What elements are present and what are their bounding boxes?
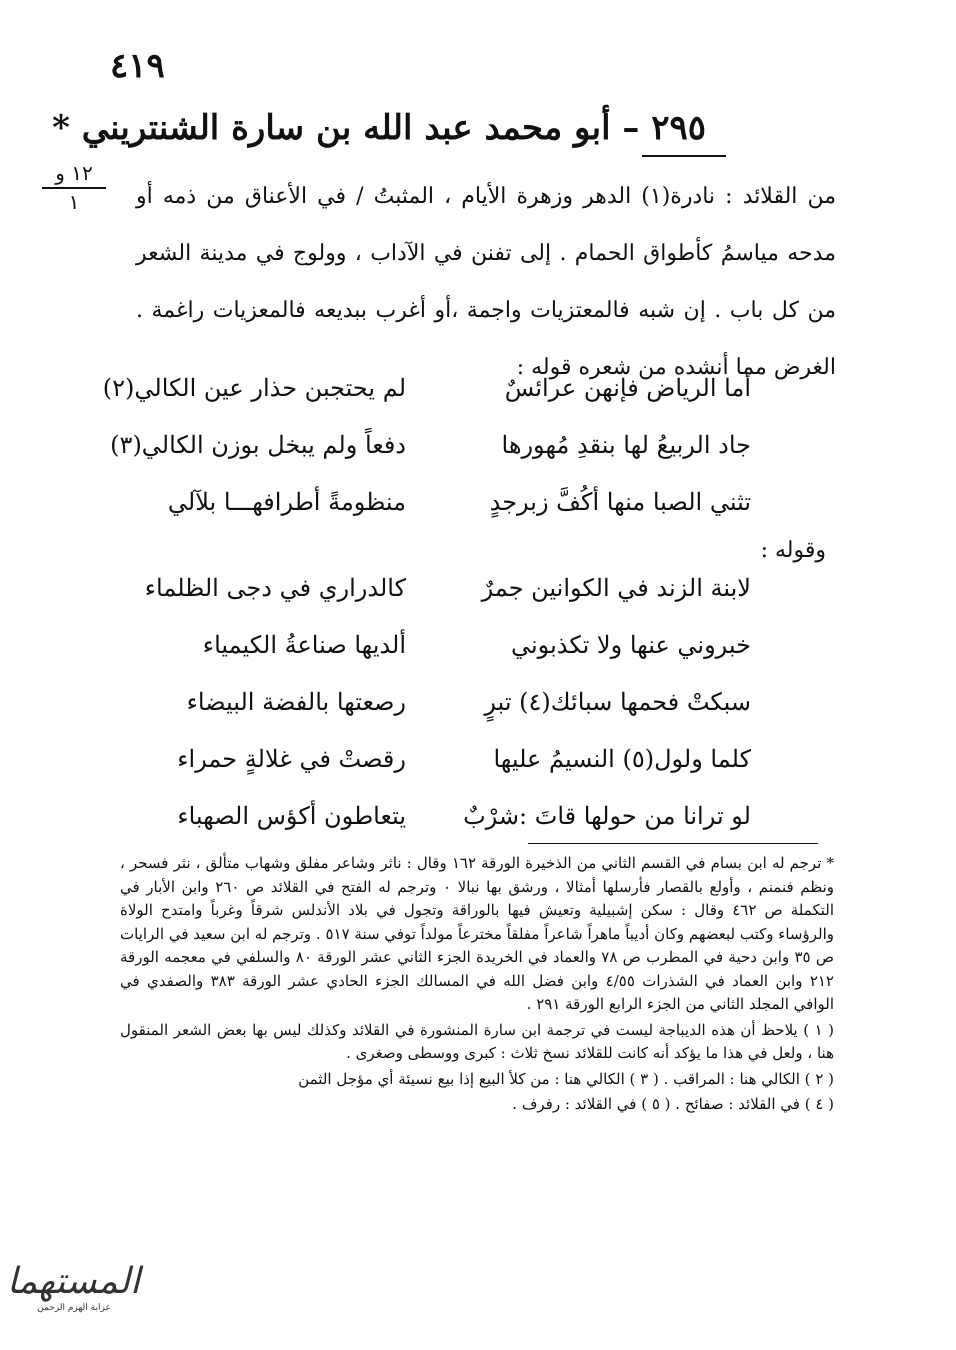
footnote-separator bbox=[528, 843, 818, 844]
verse-line bbox=[141, 688, 751, 745]
footnote-4-5: ( ٤ ) في القلائد : صفائح . ( ٥ ) في القلائد : رفرف . bbox=[512, 1095, 834, 1113]
title-rule bbox=[642, 155, 726, 157]
verse-second-hemistich: كالدراري في دجى الظلماء bbox=[144, 574, 406, 602]
page-number: ٤١٩ bbox=[110, 46, 165, 86]
verse-line bbox=[141, 745, 751, 802]
verse-second-hemistich: لم يحتجبن حذار عين الكالي(٢) bbox=[102, 374, 406, 402]
library-watermark bbox=[8, 1262, 140, 1322]
watermark-caption: عزابة الهزم الرحمن bbox=[37, 1303, 111, 1313]
verse-first-hemistich: لو ترانا من حولها قاتَ :شرْبٌ bbox=[463, 802, 751, 830]
poem-second bbox=[141, 574, 751, 859]
poem-first bbox=[102, 374, 751, 545]
footnotes bbox=[120, 852, 834, 1117]
verse-line bbox=[141, 574, 751, 631]
footnote-1: ( ١ ) يلاحظ أن هذه الديباجة ليست في ترجمة ابن سارة المنشورة في القلائد وكذلك ليس بها بعض الشعر المنقول هنا ، ولعل في هذا ما يؤكد أنه كانت للقلائد نسخ ثلاث : كبرى ووسطى وصغرى . bbox=[120, 1020, 834, 1062]
verse-line bbox=[141, 631, 751, 688]
verse-second-hemistich: رصعتها بالفضة البيضاء bbox=[186, 688, 406, 716]
entry-title: ٢٩٥ – أبو محمد عبد الله بن سارة الشنتريني * bbox=[52, 108, 706, 148]
verse-line bbox=[110, 431, 751, 488]
verse-second-hemistich: دفعاً ولم يبخل بوزن الكالي(٣) bbox=[110, 431, 406, 459]
verse-second-hemistich: يتعاطون أكؤس الصهباء bbox=[177, 802, 406, 830]
verse-line bbox=[102, 374, 751, 431]
margin-folio-note bbox=[42, 162, 106, 214]
verse-line bbox=[141, 488, 751, 545]
verse-first-hemistich: لابنة الزند في الكوانين جمرٌ bbox=[481, 574, 751, 602]
verse-second-hemistich: منظومةً أطرافهـــا بلآلي bbox=[167, 488, 406, 516]
second-poem-intro: وقوله : bbox=[760, 538, 826, 563]
body-paragraph: من القلائد : نادرة(١) الدهر وزهرة الأيام ، المثبتُ / في الأعناق من ذمه أو مدحه مياسمُ كأطواق الحمام . إلى تفنن في الآداب ، وولوج في مدينة الشعر من كل باب . إن شبه فالمعتزيات واجمة ،أو أغرب ببديعه فالمعزيات راغمة . الغرض مما أنشده من شعره قوله : bbox=[136, 184, 836, 380]
verse-second-hemistich: رقصتْ في غلالةٍ حمراء bbox=[177, 745, 406, 773]
verse-first-hemistich: تثني الصبا منها أكُفَّ زبرجدٍ bbox=[489, 488, 751, 516]
verse-first-hemistich: كلما ولول(٥) النسيمُ عليها bbox=[493, 745, 751, 773]
body-text bbox=[136, 168, 836, 396]
verse-first-hemistich: أما الرياض فإنهن عرائسٌ bbox=[504, 374, 751, 402]
footnote-2-3: ( ٢ ) الكالي هنا : المراقب . ( ٣ ) الكالي هنا : من كلأ البيع إذا بيع نسيئة أي مؤجل الثمن bbox=[298, 1069, 834, 1088]
verse-first-hemistich: جاد الربيعُ لها بنقدِ مُهورها bbox=[501, 431, 751, 459]
margin-folio-bottom: ١ bbox=[68, 190, 80, 214]
verse-first-hemistich: سبكتْ فحمها سبائك(٤) تبرٍ bbox=[484, 688, 751, 716]
verse-first-hemistich: خبروني عنها ولا تكذبوني bbox=[511, 631, 751, 659]
watermark-logo: المستهما bbox=[6, 1261, 140, 1302]
verse-line bbox=[141, 802, 751, 859]
margin-folio-top: ١٢ و bbox=[42, 162, 106, 189]
footnote-biography: * ترجم له ابن بسام في القسم الثاني من الذخيرة الورقة ١٦٢ وقال : ناثر وشاعر مفلق وشهاب متألق ، نثر فسحر ، ونظم فنمنم ، وأولع بالقصار فأرسلها أمثالا ، ورشق بها نبالا ٠ وترجم له الفتح في القلائد ص ٢٦٠ وابن الأبار في التكملة ص ٤٦٢ وقال : سكن إشبيلية وتعيش فيها بالوراقة وتجول في بلاد الأندلس شرقاً وغرباً وامتدح الولاة والرؤساء وكتب لبعضهم وكان أديباً ماهراً شاعراً مفلقاً مخترعاً مولداً توفي سنة ٥١٧ . وترجم له ابن سعيد في الرايات ص ٣٥ وابن دحية في المطرب ص ٧٨ والعماد في الخريدة الجزء الثاني عشر الورقة ٨٠ والسلفي في معجمه الورقة ٢١٢ وابن العماد في الشذرات ٤/٥٥ وابن فضل الله في المسالك الجزء الحادي عشر الورقة ٣٨٣ والصفدي في الوافي المجلد الثاني من الجزء الرابع الورقة ٢٩١ . bbox=[120, 854, 834, 1013]
verse-second-hemistich: ألديها صناعةُ الكيمياء bbox=[202, 631, 406, 659]
